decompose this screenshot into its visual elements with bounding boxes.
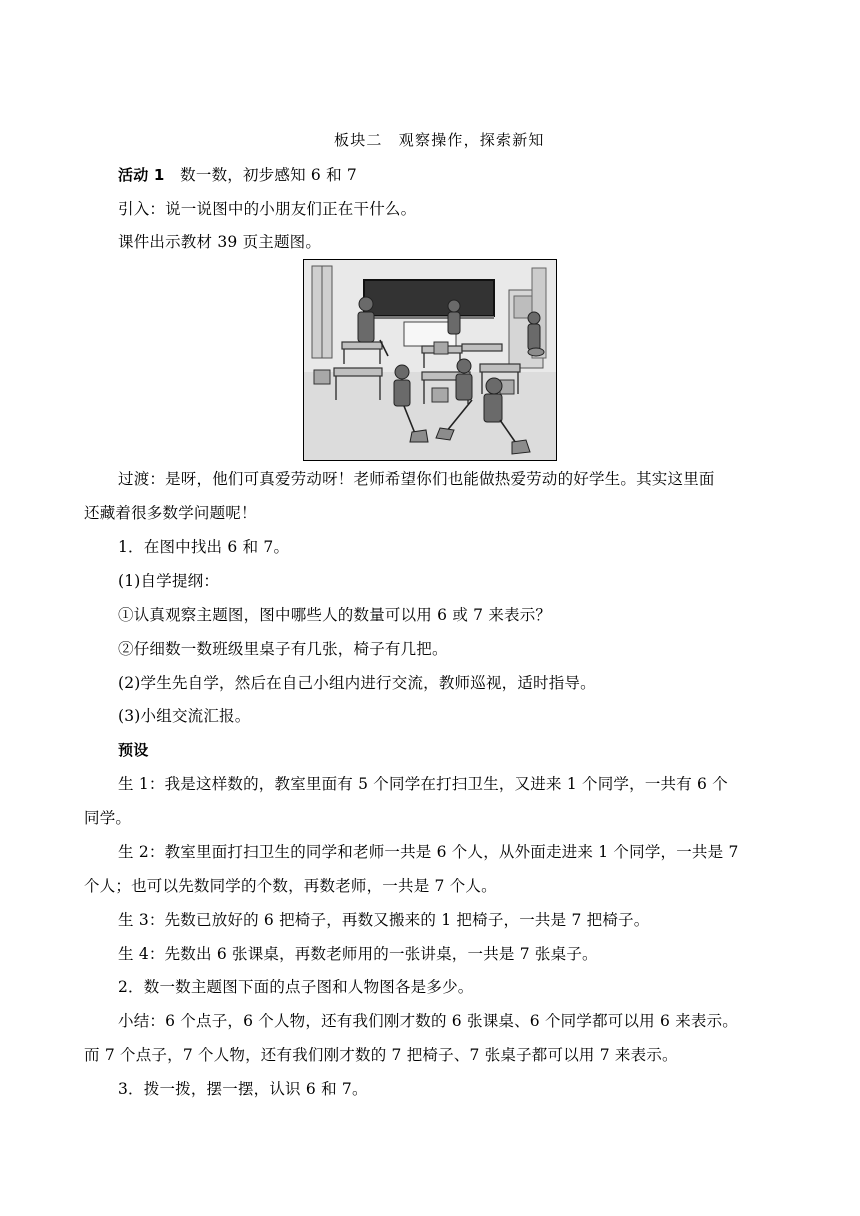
- student-2-line-1: 生 2：教室里面打扫卫生的同学和老师一共是 6 个人，从外面走进来 1 个同学，一共是 7: [118, 843, 739, 861]
- section-title: 板块二 观察操作，探索新知: [334, 131, 545, 149]
- activity-title: 数一数，初步感知 6 和 7: [164, 166, 357, 184]
- courseware-text: 课件出示教材 39 页主题图。: [118, 233, 322, 251]
- activity-heading: [118, 165, 357, 185]
- summary-line-2: 而 7 个点子，7 个人物，还有我们刚才数的 7 把椅子、7 张桌子都可以用 7 来表示。: [84, 1046, 678, 1064]
- student-1-line-2: 同学。: [84, 809, 132, 827]
- student-2-line-2: 个人；也可以先数同学的个数，再数老师，一共是 7 个人。: [84, 877, 497, 895]
- outline-title: (1)自学提纲：: [118, 572, 220, 590]
- student-1-line-1: 生 1：我是这样数的，教室里面有 5 个同学在打扫卫生，又进来 1 个同学，一共有 6 个: [118, 775, 728, 793]
- self-study-text: (2)学生先自学，然后在自己小组内进行交流，教师巡视，适时指导。: [118, 674, 596, 692]
- student-4-text: 生 4：先数出 6 张课桌，再数老师用的一张讲桌，一共是 7 张桌子。: [118, 945, 598, 963]
- step-2: 2．数一数主题图下面的点子图和人物图各是多少。: [118, 978, 474, 996]
- classroom-cleaning-illustration-icon: [304, 260, 556, 460]
- summary-line-1: 小结：6 个点子，6 个人物，还有我们刚才数的 6 张课桌、6 个同学都可以用 6 来表示。: [118, 1012, 738, 1030]
- group-report-text: (3)小组交流汇报。: [118, 707, 251, 725]
- step-1: 1．在图中找出 6 和 7。: [118, 538, 290, 556]
- preset-label: 预设: [118, 741, 149, 759]
- outline-question-1: ①认真观察主题图，图中哪些人的数量可以用 6 或 7 来表示？: [118, 606, 552, 624]
- transition-line-1: 过渡：是呀，他们可真爱劳动呀！老师希望你们也能做热爱劳动的好学生。其实这里面: [118, 470, 715, 488]
- step-3: 3．拨一拨，摆一摆，认识 6 和 7。: [118, 1080, 368, 1098]
- classroom-figure: [303, 259, 557, 461]
- student-3-text: 生 3：先数已放好的 6 把椅子，再数又搬来的 1 把椅子，一共是 7 把椅子。: [118, 911, 650, 929]
- outline-question-2: ②仔细数一数班级里桌子有几张，椅子有几把。: [118, 640, 448, 658]
- transition-line-2: 还藏着很多数学问题呢！: [84, 504, 257, 522]
- intro-text: 引入：说一说图中的小朋友们正在干什么。: [118, 200, 417, 218]
- activity-label: 活动 1: [118, 166, 165, 184]
